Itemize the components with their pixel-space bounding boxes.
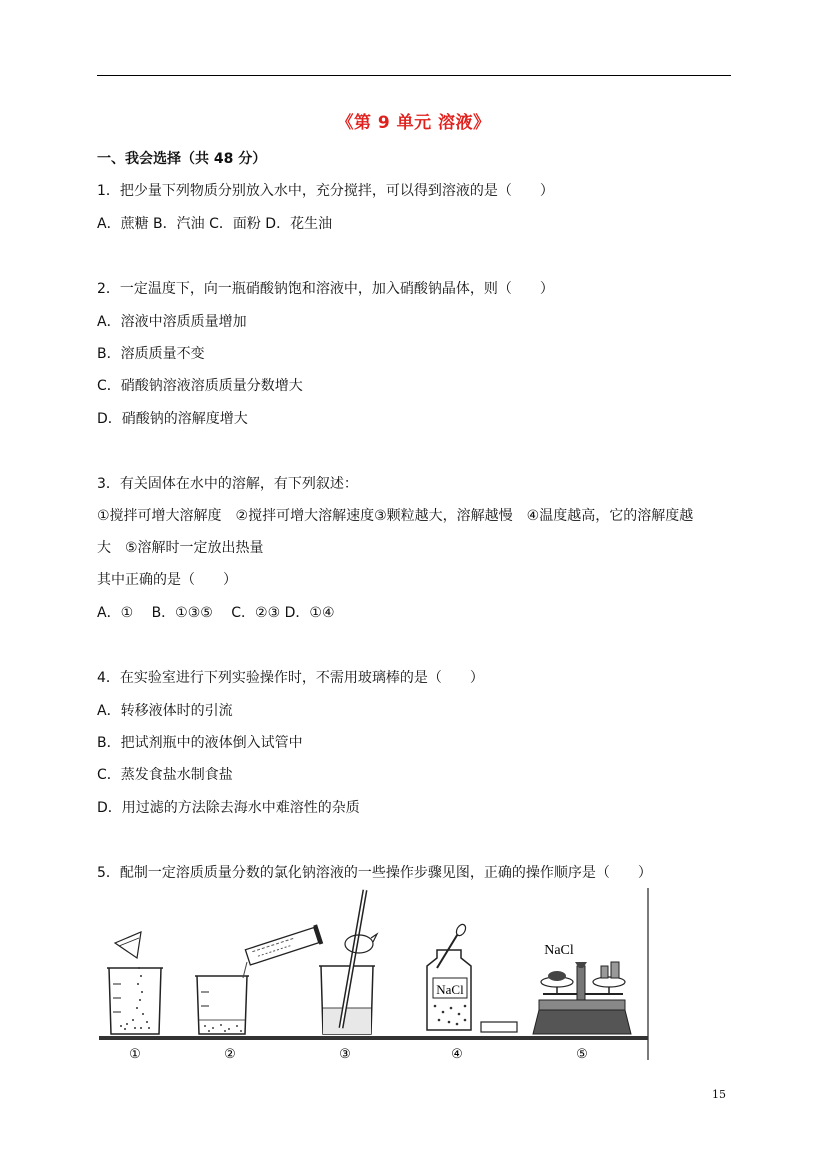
page-title: 《第 9 单元 溶液》 [336,113,491,133]
question-4-option-d: D．用过滤的方法除去海水中难溶性的杂质 [97,800,360,816]
balance-label: NaCl [544,943,574,958]
question-5-stem: 5．配制一定溶质质量分数的氯化钠溶液的一些操作步骤见图，正确的操作顺序是（ ） [97,865,652,881]
question-3-statements-line2: 大 ⑤溶解时一定放出热量 [97,540,264,556]
header-rule [97,75,731,76]
question-3-stem: 3．有关固体在水中的溶解，有下列叙述： [97,476,358,492]
step-1-pouring-solid [107,932,163,1061]
step-3-label: ③ [339,1046,351,1061]
question-2-option-a: A．溶液中溶质质量增加 [97,314,247,330]
question-3-prompt: 其中正确的是（ ） [97,572,237,588]
step-1-label: ① [129,1046,141,1061]
step-5-label: ⑤ [576,1046,588,1061]
question-2-option-c: C．硝酸钠溶液溶质质量分数增大 [97,378,303,394]
lab-steps-svg [97,888,657,1066]
question-3-statements-line1: ①搅拌可增大溶解度 ②搅拌可增大溶解速度③颗粒越大，溶解越慢 ④温度越高，它的溶解度越 [97,508,694,524]
question-4-option-c: C．蒸发食盐水制食盐 [97,767,233,783]
page-number: 15 [712,1088,726,1101]
step-5-balance [533,943,631,1061]
step-4-reagent-bottle [427,923,517,1061]
question-2-option-b: B．溶质质量不变 [97,346,205,362]
question-3-options: A．① B．①③⑤ C．②③ D．①④ [97,605,335,621]
question-1-options: A．蔗糖 B．汽油 C．面粉 D．花生油 [97,216,333,232]
question-2-stem: 2．一定温度下，向一瓶硝酸钠饱和溶液中，加入硝酸钠晶体，则（ ） [97,281,554,297]
question-4-stem: 4．在实验室进行下列实验操作时，不需用玻璃棒的是（ ） [97,670,484,686]
question-4-option-a: A．转移液体时的引流 [97,703,233,719]
section-heading: 一、我会选择（共 48 分） [97,151,267,167]
question-4-option-b: B．把试剂瓶中的液体倒入试管中 [97,735,303,751]
question-2-option-d: D．硝酸钠的溶解度增大 [97,411,248,427]
step-4-label: ④ [451,1046,463,1061]
bottle-label: NaCl [436,982,464,997]
step-2-label: ② [224,1046,236,1061]
question-1-stem: 1．把少量下列物质分别放入水中，充分搅拌，可以得到溶液的是（ ） [97,183,554,199]
step-3-stirring [319,890,377,1061]
step-2-pouring-water [195,924,323,1061]
lab-steps-figure [97,888,657,1066]
